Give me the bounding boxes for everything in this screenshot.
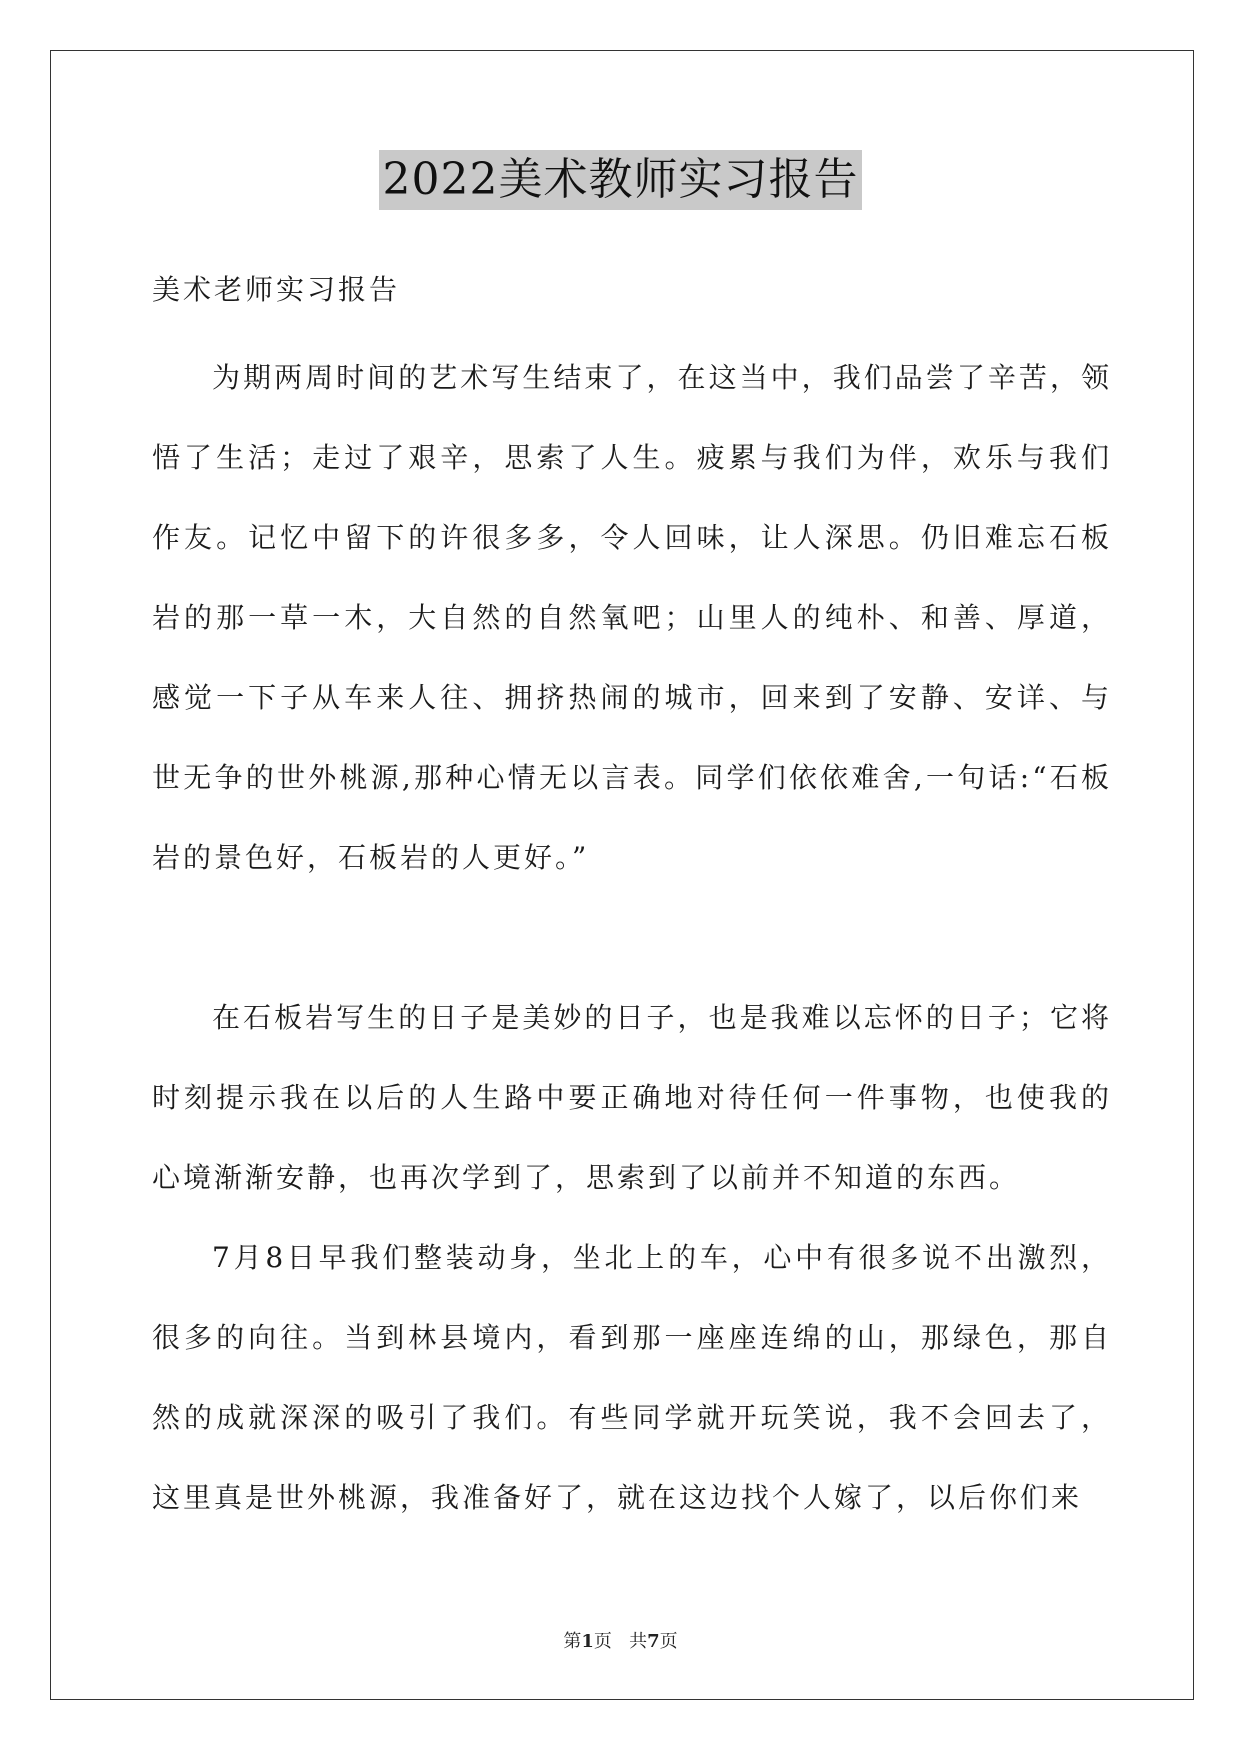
- title-container: [0, 150, 1241, 210]
- document-title: 2022美术教师实习报告: [379, 150, 863, 210]
- document-subtitle: 美术老师实习报告: [152, 273, 401, 306]
- document-body: [152, 258, 1112, 1538]
- page-suffix: 页: [593, 1631, 612, 1652]
- total-prefix: 共: [629, 1631, 648, 1652]
- total-page-count: 7: [647, 1631, 660, 1652]
- current-page-number: 1: [581, 1631, 594, 1652]
- paragraph-3: 7月8日早我们整装动身，坐北上的车，心中有很多说不出激烈，很多的向往。当到林县境内，看到那一座座连绵的山，那绿色，那自然的成就深深的吸引了我们。有些同学就开玩笑说，我不会回去了，这里真是世外桃源，我准备好了，就在这边找个人嫁了，以后你们来: [152, 1241, 1112, 1514]
- total-suffix: 页: [659, 1631, 678, 1652]
- paragraph-1: 为期两周时间的艺术写生结束了，在这当中，我们品尝了辛苦，领悟了生活；走过了艰辛，思索了人生。疲累与我们为伴，欢乐与我们作友。记忆中留下的许很多多，令人回味，让人深思。仍旧难忘石板岩的那一草一木，大自然的自然氧吧；山里人的纯朴、和善、厚道，感觉一下子从车来人往、拥挤热闹的城市，回来到了安静、安详、与世无争的世外桃源,那种心情无以言表。同学们依依难舍,一句话:“石板岩的景色好，石板岩的人更好。”: [152, 361, 1112, 874]
- page-footer: [0, 1627, 1241, 1653]
- paragraph-2: 在石板岩写生的日子是美妙的日子，也是我难以忘怀的日子；它将时刻提示我在以后的人生路中要正确地对待任何一件事物，也使我的心境渐渐安静，也再次学到了，思索到了以前并不知道的东西。: [152, 1001, 1112, 1194]
- page-prefix: 第: [563, 1631, 582, 1652]
